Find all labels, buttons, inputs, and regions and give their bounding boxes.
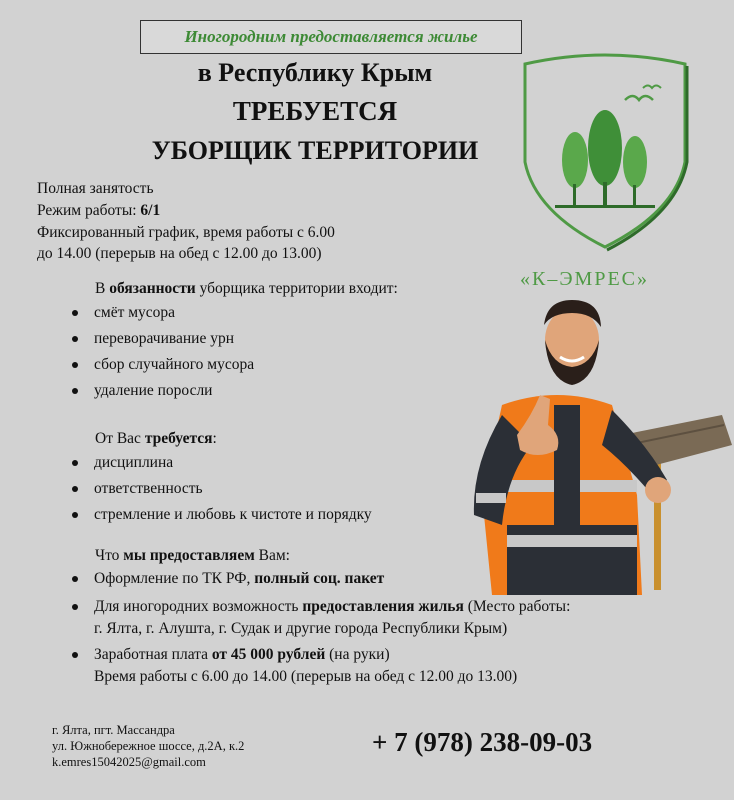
headline-region: в Республику Крым [197,58,433,87]
list-item: Заработная плата от 45 000 рублей (на руки) [72,644,390,666]
list-item: переворачивание урн [72,328,234,350]
requirements-heading: От Вас требуется: [95,430,217,447]
headline-required: ТРЕБУЕТСЯ [232,96,398,126]
list-item: стремление и любовь к чистоте и порядку [72,504,372,526]
worker-illustration [462,295,734,595]
address-line-2: ул. Южнобережное шоссе, д.2А, к.2 [52,739,245,753]
list-item: смёт мусора [72,302,175,324]
conditions-line-2: Режим работы: 6/1 [37,202,161,219]
offer-item3-continuation: Время работы с 6.00 до 14.00 (перерыв на обед с 12.00 до 13.00) [94,668,518,685]
phone-number[interactable]: + 7 (978) 238-09-03 [372,727,593,757]
list-item: Для иногородних возможность предоставления жилья (Место работы: [72,596,570,618]
brand-name: «К–ЭМРЕС» [520,268,650,290]
headline-position: УБОРЩИК ТЕРРИТОРИИ [151,136,479,165]
list-item: Оформление по ТК РФ, полный соц. пакет [72,568,384,590]
conditions-line-4: до 14.00 (перерыв на обед с 12.00 до 13.00) [37,245,322,262]
offer-heading: Что мы предоставляем Вам: [95,547,290,564]
list-item: сбор случайного мусора [72,354,254,376]
conditions-line-3: Фиксированный график, время работы с 6.00 [37,224,335,241]
conditions-line-1: Полная занятость [37,180,154,197]
banner-text: Иногородним предоставляется жилье [184,27,478,46]
list-item: ответственность [72,478,203,500]
email[interactable]: k.emres15042025@gmail.com [52,755,206,769]
offer-item2-continuation: г. Ялта, г. Алушта, г. Судак и другие города Республики Крым) [94,620,508,637]
list-item: удаление поросли [72,380,212,402]
company-logo-shield-icon [515,52,695,252]
duties-heading: В обязанности уборщика территории входит: [95,280,398,297]
address-line-1: г. Ялта, пгт. Массандра [52,723,175,737]
housing-banner [140,20,522,54]
list-item: дисциплина [72,452,173,474]
